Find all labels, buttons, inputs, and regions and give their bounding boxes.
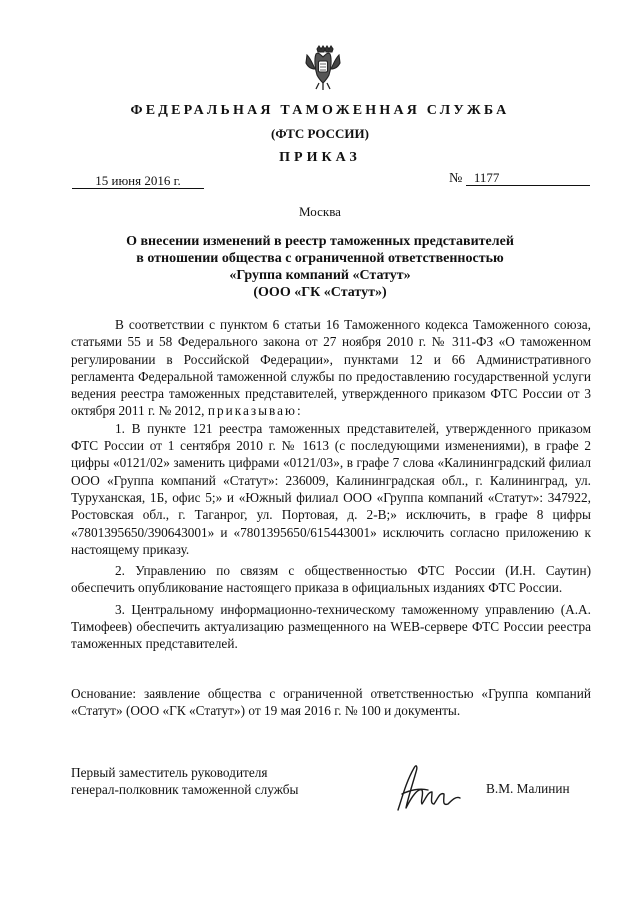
order-word: приказываю: xyxy=(207,403,303,419)
handwritten-signature xyxy=(392,760,470,816)
title-line: в отношении общества с ограниченной ответственностью xyxy=(136,251,504,266)
preamble-text: В соответствии с пунктом 6 статьи 16 Таможенного кодекса Таможенного союза, статьями 55 и 58 Федерального закона от 27 ноября 2010 г. № 311-ФЗ «О таможенном регулировании в Российской Федерации», пунктами 12 и 66 Административного регламента Федеральной таможенной службы по предоставлению государственной услуги ведения реестра таможенных представителей, утвержденного приказом ФТС России от 3 октября 2011 г. № 2012, xyxy=(71,317,591,419)
title-line: «Группа компаний «Статут» xyxy=(229,268,411,283)
city: Москва xyxy=(299,204,341,219)
preamble-paragraph xyxy=(71,316,591,420)
document-type: ПРИКАЗ xyxy=(279,150,361,165)
order-title xyxy=(60,233,580,301)
number-sign: № xyxy=(449,171,463,186)
organization-short-name: (ФТС РОССИИ) xyxy=(271,126,369,141)
title-line: (ООО «ГК «Статут») xyxy=(253,285,387,300)
signer-name: В.М. Малинин xyxy=(486,781,570,796)
signer-position xyxy=(71,764,298,799)
order-body xyxy=(71,316,591,653)
title-line: О внесении изменений в реестр таможенных представителей xyxy=(126,234,514,249)
organization-name: ФЕДЕРАЛЬНАЯ ТАМОЖЕННАЯ СЛУЖБА xyxy=(130,103,510,118)
order-number-block xyxy=(449,170,590,187)
coat-of-arms-icon xyxy=(303,45,343,91)
order-item-2: 2. Управлению по связям с общественностью ФТС России (И.Н. Саутин) обеспечить опубликование настоящего приказа в официальных изданиях ФТС России. xyxy=(71,563,591,596)
signer-position-line: Первый заместитель руководителя xyxy=(71,765,268,780)
order-item-1: 1. В пункте 121 реестра таможенных представителей, утвержденного приказом ФТС России от 1 сентября 2010 г. № 1613 (с последующими изменениями), в графе 2 цифры «0121/02» заменить цифрами «0121/03», в графе 7 слова «Калининградский филиал ООО «Группа компаний «Статут»: 236009, Калининградская обл., г. Калининград, ул. Туруханская, 1Б, офис 5;» и «Южный филиал ООО «Группа компаний «Статут»: 347922, Ростовская обл., г. Таганрог, ул. Портовая, д. 2-В;» исключить, в графе 8 цифры «7801395650/390643001» и «7801395650/615443001» исключить согласно приложению к настоящему приказу. xyxy=(71,420,591,557)
order-item-3: 3. Центральному информационно-техническому таможенному управлению (А.А. Тимофеев) обеспечить актуализацию размещенного на WEB-сервере ФТС России реестра таможенных представителей. xyxy=(71,601,591,652)
signer-position-line: генерал-полковник таможенной службы xyxy=(71,782,299,798)
order-number: 1177 xyxy=(466,170,590,186)
order-date: 15 июня 2016 г. xyxy=(72,173,204,189)
basis-paragraph: Основание: заявление общества с ограниченной ответственностью «Группа компаний «Статут» (ООО «ГК «Статут») от 19 мая 2016 г. № 100 и документы. xyxy=(71,686,591,719)
